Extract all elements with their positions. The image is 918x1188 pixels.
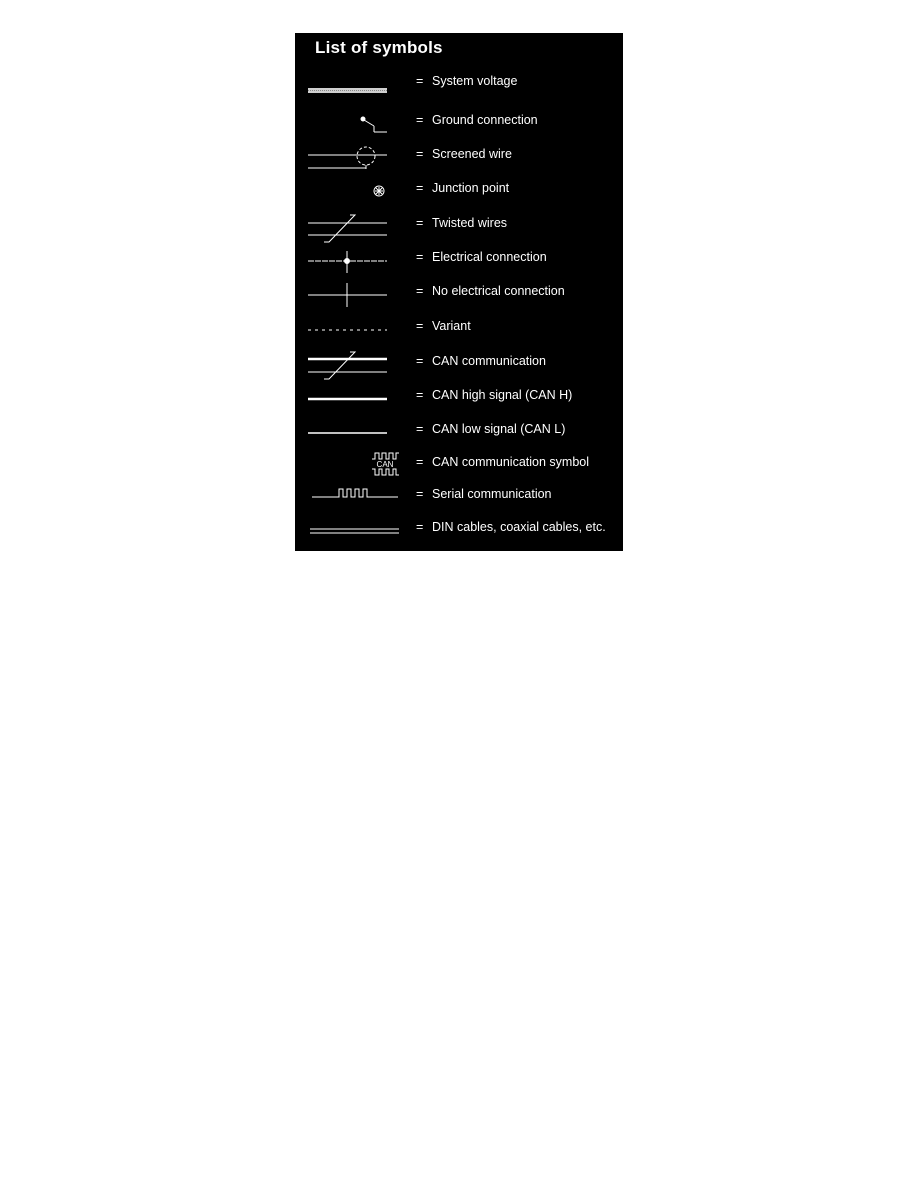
- legend-item-can-high-signal: = CAN high signal (CAN H): [416, 388, 573, 402]
- twisted-wires-symbol: [308, 215, 387, 242]
- ground-connection-symbol: [361, 117, 387, 132]
- legend-item-screened-wire: = Screened wire: [416, 147, 512, 161]
- legend-item-junction-point: = Junction point: [416, 181, 510, 195]
- system-voltage-symbol: [308, 88, 387, 93]
- can-communication-symbol: [308, 352, 387, 379]
- legend-item-electrical-connection: = Electrical connection: [416, 250, 547, 264]
- din-cables-symbol: [310, 529, 399, 533]
- legend-title: List of symbols: [315, 38, 443, 57]
- legend-item-din-cables: = DIN cables, coaxial cables, etc.: [416, 520, 606, 534]
- no-electrical-connection-symbol: [308, 283, 387, 307]
- serial-communication-symbol: [312, 489, 398, 497]
- legend-item-variant: = Variant: [416, 319, 471, 333]
- legend-item-no-electrical-connection: = No electrical connection: [416, 284, 565, 298]
- legend-item-system-voltage: = System voltage: [416, 74, 518, 88]
- legend-item-twisted-wires: = Twisted wires: [416, 216, 508, 230]
- legend-item-can-communication: = CAN communication: [416, 354, 546, 368]
- electrical-connection-symbol: [308, 251, 387, 273]
- symbol-legend-panel: [295, 33, 623, 551]
- legend-item-can-low-signal: = CAN low signal (CAN L): [416, 422, 566, 436]
- screened-wire-symbol: [308, 147, 387, 169]
- legend-item-serial-communication: = Serial communication: [416, 487, 552, 501]
- legend-item-ground-connection: = Ground connection: [416, 113, 538, 127]
- legend-item-can-communication-symbol: = CAN communication symbol: [416, 455, 589, 469]
- junction-point-symbol: [374, 186, 384, 196]
- can-icon-text: CAN: [376, 460, 394, 469]
